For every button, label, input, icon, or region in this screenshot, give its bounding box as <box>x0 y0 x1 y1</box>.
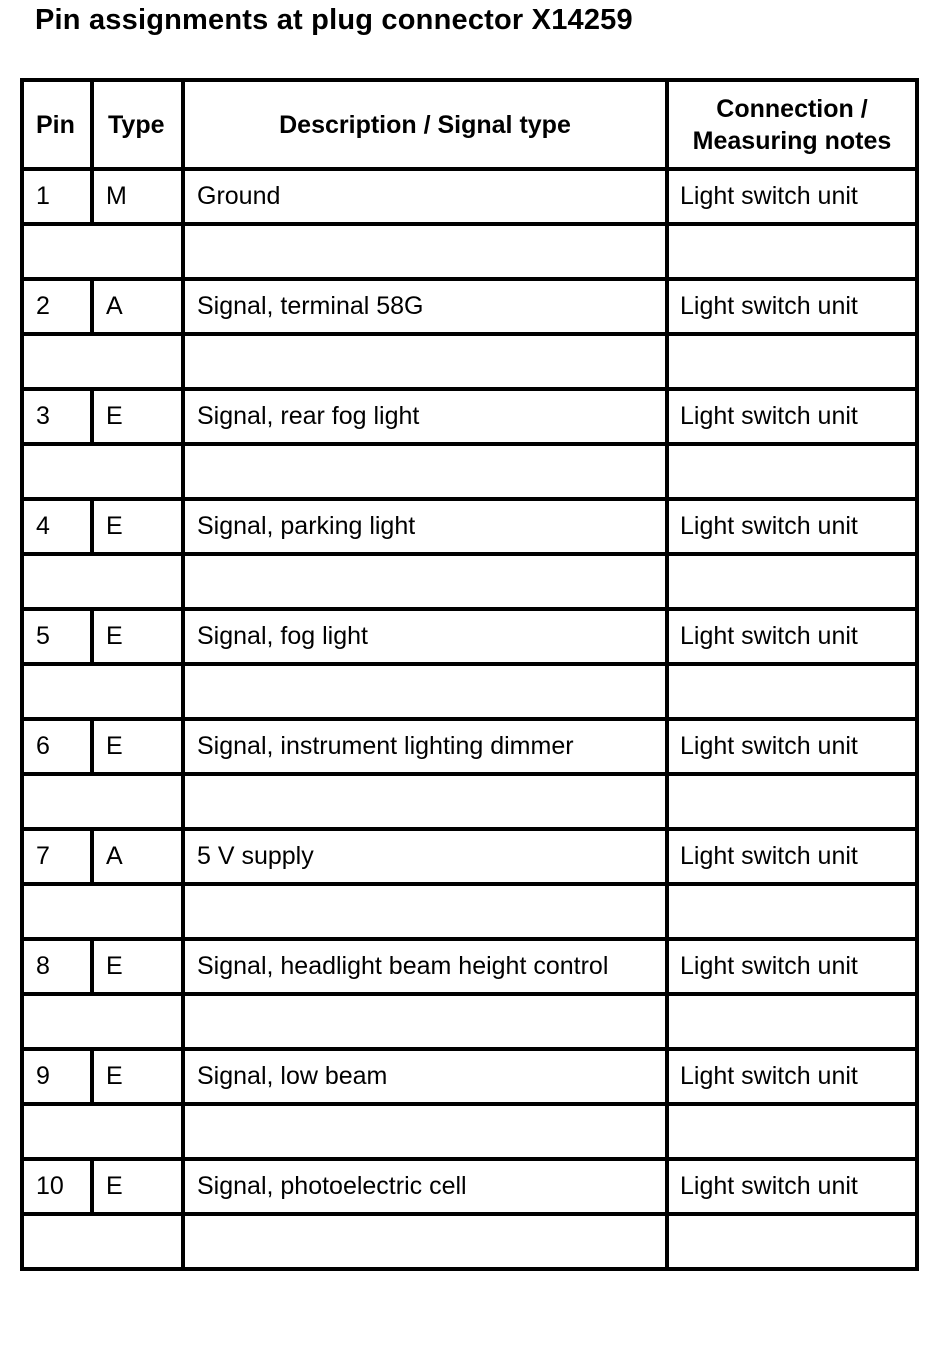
spacer-cell <box>22 444 183 499</box>
spacer-row <box>22 1214 917 1269</box>
pin-cell: 10 <box>22 1159 92 1214</box>
spacer-cell <box>22 1104 183 1159</box>
spacer-cell <box>183 224 667 279</box>
header-row <box>22 80 917 169</box>
spacer-cell <box>22 884 183 939</box>
spacer-cell <box>183 554 667 609</box>
spacer-cell <box>22 224 183 279</box>
spacer-cell <box>183 994 667 1049</box>
spacer-cell <box>667 224 917 279</box>
spacer-cell <box>22 994 183 1049</box>
table-body <box>22 169 917 1269</box>
spacer-row <box>22 554 917 609</box>
notes-cell: Light switch unit <box>667 279 917 334</box>
spacer-cell <box>183 1104 667 1159</box>
notes-cell: Light switch unit <box>667 389 917 444</box>
header-type: Type <box>92 80 183 169</box>
spacer-row <box>22 334 917 389</box>
spacer-cell <box>667 774 917 829</box>
spacer-cell <box>667 1104 917 1159</box>
notes-cell: Light switch unit <box>667 939 917 994</box>
spacer-cell <box>667 1214 917 1269</box>
pin-cell: 4 <box>22 499 92 554</box>
spacer-cell <box>183 884 667 939</box>
spacer-row <box>22 664 917 719</box>
spacer-cell <box>22 774 183 829</box>
type-cell: E <box>92 719 183 774</box>
pin-cell: 2 <box>22 279 92 334</box>
pin-cell: 1 <box>22 169 92 224</box>
type-cell: E <box>92 939 183 994</box>
description-cell: Signal, rear fog light <box>183 389 667 444</box>
notes-cell: Light switch unit <box>667 169 917 224</box>
type-cell: M <box>92 169 183 224</box>
table-row <box>22 499 917 554</box>
description-cell: Signal, terminal 58G <box>183 279 667 334</box>
spacer-cell <box>22 664 183 719</box>
type-cell: A <box>92 279 183 334</box>
notes-cell: Light switch unit <box>667 719 917 774</box>
table-row <box>22 1049 917 1104</box>
description-cell: Ground <box>183 169 667 224</box>
notes-cell: Light switch unit <box>667 829 917 884</box>
header-connection-notes <box>667 80 917 169</box>
spacer-cell <box>22 554 183 609</box>
spacer-cell <box>667 884 917 939</box>
pin-cell: 9 <box>22 1049 92 1104</box>
spacer-cell <box>183 444 667 499</box>
description-cell: 5 V supply <box>183 829 667 884</box>
pin-cell: 7 <box>22 829 92 884</box>
spacer-cell <box>22 334 183 389</box>
type-cell: E <box>92 1159 183 1214</box>
table-row <box>22 1159 917 1214</box>
notes-cell: Light switch unit <box>667 609 917 664</box>
pin-cell: 8 <box>22 939 92 994</box>
description-cell: Signal, photoelectric cell <box>183 1159 667 1214</box>
table-row <box>22 609 917 664</box>
spacer-cell <box>667 334 917 389</box>
spacer-cell <box>667 994 917 1049</box>
table-row <box>22 279 917 334</box>
pin-cell: 5 <box>22 609 92 664</box>
type-cell: E <box>92 499 183 554</box>
pin-cell: 3 <box>22 389 92 444</box>
type-cell: E <box>92 389 183 444</box>
spacer-cell <box>183 774 667 829</box>
spacer-row <box>22 444 917 499</box>
spacer-cell <box>667 444 917 499</box>
table-row <box>22 169 917 224</box>
header-notes-line2: Measuring notes <box>692 126 892 155</box>
spacer-cell <box>667 664 917 719</box>
table-row <box>22 719 917 774</box>
spacer-row <box>22 994 917 1049</box>
page-title: Pin assignments at plug connector X14259 <box>35 4 633 36</box>
pin-assignment-table <box>20 78 919 1271</box>
spacer-cell <box>667 554 917 609</box>
spacer-cell <box>22 1214 183 1269</box>
spacer-cell <box>183 334 667 389</box>
description-cell: Signal, parking light <box>183 499 667 554</box>
spacer-row <box>22 884 917 939</box>
pin-cell: 6 <box>22 719 92 774</box>
spacer-row <box>22 224 917 279</box>
type-cell: E <box>92 1049 183 1104</box>
table-row <box>22 939 917 994</box>
spacer-row <box>22 774 917 829</box>
table-row <box>22 829 917 884</box>
notes-cell: Light switch unit <box>667 1049 917 1104</box>
type-cell: E <box>92 609 183 664</box>
spacer-cell <box>183 1214 667 1269</box>
description-cell: Signal, instrument lighting dimmer <box>183 719 667 774</box>
spacer-row <box>22 1104 917 1159</box>
description-cell: Signal, fog light <box>183 609 667 664</box>
spacer-cell <box>183 664 667 719</box>
description-cell: Signal, low beam <box>183 1049 667 1104</box>
header-notes-line1: Connection / <box>716 94 868 123</box>
header-description: Description / Signal type <box>183 80 667 169</box>
type-cell: A <box>92 829 183 884</box>
notes-cell: Light switch unit <box>667 1159 917 1214</box>
notes-cell: Light switch unit <box>667 499 917 554</box>
description-cell: Signal, headlight beam height control <box>183 939 667 994</box>
header-pin: Pin <box>22 80 92 169</box>
table-row <box>22 389 917 444</box>
